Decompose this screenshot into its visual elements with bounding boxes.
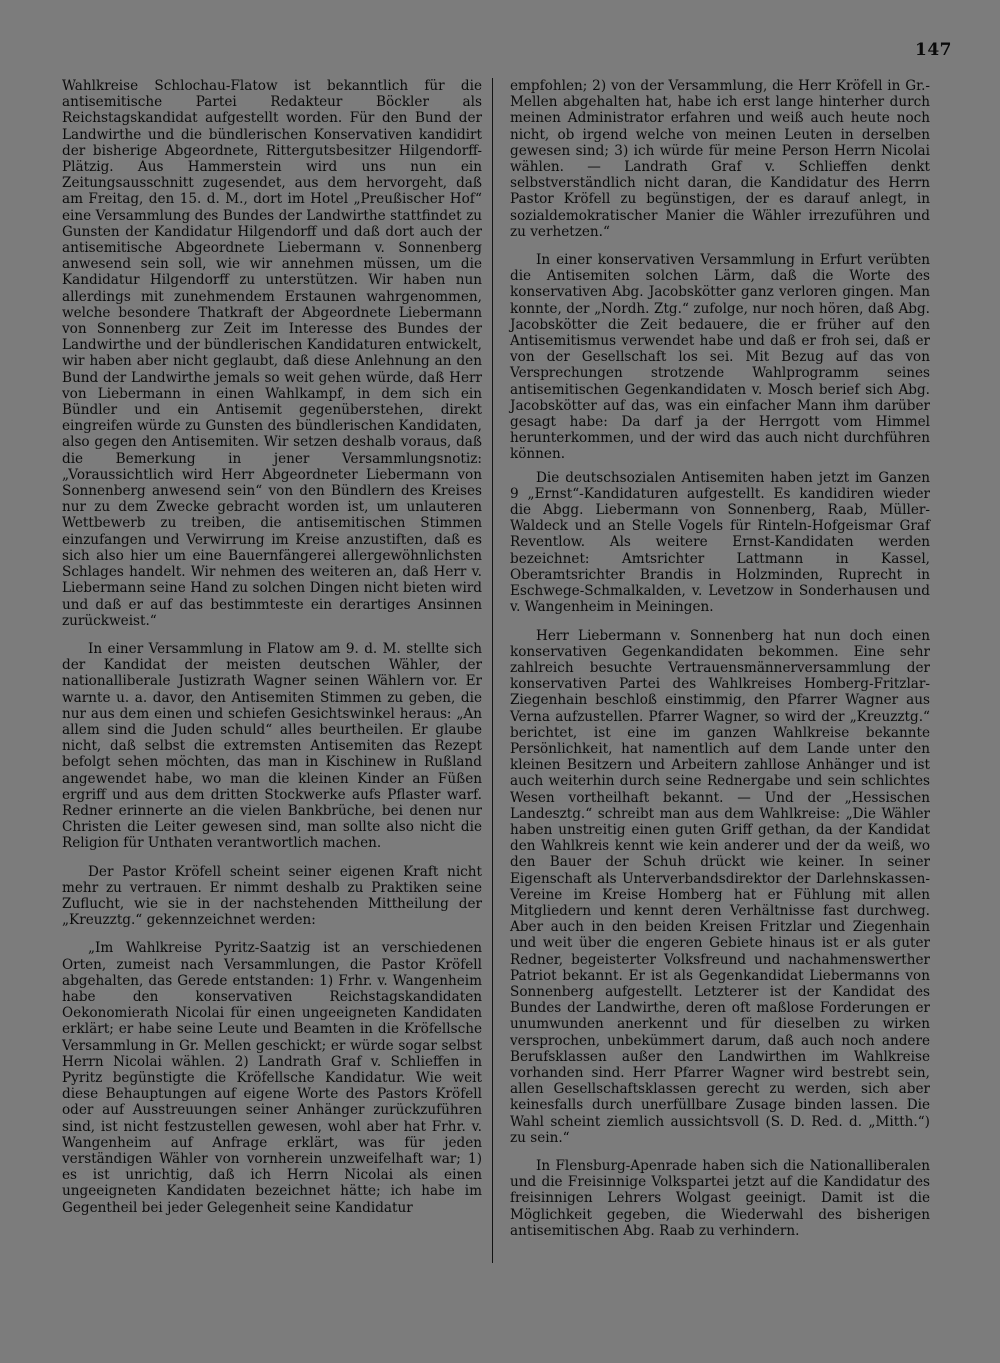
paragraph-pyritz-saatzig-quote: „Im Wahlkreise Pyritz-Saatzig ist an verschiedenen Orten, zumeist nach Versammlungen, die Pastor Kröfell abgehalten, das Gerede entstanden: 1) Frhr. v. Wangenheim habe den konservativen Reichstagskandidaten Oekonomierath Nicolai für einen ungeeigneten Kandidaten erklärt; er habe seine Leute und Beamten in die Kröfellsche Versammlung in Gr. Mellen geschickt; er würde sogar selbst Herrn Nicolai wählen. 2) Landrath Graf v. Schlieffen in Pyritz begünstigte die Kröfellsche Kandidatur. Wie weit diese Behauptungen auf eigene Worte des Pastors Kröfell oder auf Ausstreuungen seiner Anhänger zurückzuführen sind, ist nicht festzustellen gewesen, wohl aber hat Frhr. v. Wangenheim auf Anfrage erklärt, was für jeden verständigen Wähler von vornherein unzweifelhaft war; 1) es ist unrichtig, daß ich Herrn Nicolai als einen ungeeigneten Kandidaten bezeichnet hätte; ich habe im Gegentheil bei jeder Gelegenheit seine Kandidatur (62, 940, 482, 1216)
column-divider (492, 78, 493, 1263)
left-column (62, 78, 482, 1223)
page-number: 147 (915, 40, 952, 60)
paragraph-deutschsoziale-candidates: Die deutschsozialen Antisemiten haben jetzt im Ganzen 9 „Ernst“-Kandidaturen aufgestellt. Es kandidiren wieder die Abgg. Liebermann von Sonnenberg, Raab, Müller-Waldeck und an Stelle Vogels für Rinteln-Hofgeismar Graf Reventlow. Als weitere Ernst-Kandidaten werden bezeichnet: Amtsrichter Lattmann in Kassel, Oberamtsrichter Brandis in Holzminden, Ruprecht in Eschwege-Schmalkalden, v. Levetzow in Sonderhausen und v. Wangenheim in Meiningen. (510, 469, 930, 616)
right-column (510, 78, 930, 1246)
paragraph-pastor-kroefell: Der Pastor Kröfell scheint seiner eigenen Kraft nicht mehr zu vertrauen. Er nimmt deshalb zu Praktiken seine Zuflucht, wie sie in der nachstehenden Mittheilung der „Kreuzztg.“ gekennzeichnet werden: (62, 863, 482, 929)
paragraph-schlochau-flatow: Wahlkreise Schlochau-Flatow ist bekanntlich für die antisemitische Partei Redakteur Böckler als Reichstagskandidat aufgestellt worden. Für den Bund der Landwirthe und die bündlerischen Konservativen kandidirt der bisherige Abgeordnete, Rittergutsbesitzer Hilgendorff-Plätzig. Aus Hammerstein wird uns nun ein Zeitungsausschnitt zugesendet, aus dem hervorgeht, daß am Freitag, den 15. d. M., dort im Hotel „Preußischer Hof“ eine Versammlung des Bundes der Landwirthe stattfindet zu Gunsten der Kandidatur Hilgendorff und daß dort auch der antisemitische Abgeordnete Liebermann v. Sonnenberg anwesend sein soll, wie wir annehmen müssen, um die Kandidatur Hilgendorff zu unterstützen. Wir haben nun allerdings mit zunehmendem Erstaunen wahrgenommen, welche besondere Thatkraft der Abgeordnete Liebermann von Sonnenberg zur Zeit im Interesse des Bundes der Landwirthe und der bündlerischen Kandidaturen entwickelt, wir haben aber nicht geglaubt, daß diese Anlehnung an den Bund der Landwirthe jemals so weit gehen würde, daß Herr von Liebermann in einen Wahlkampf, in dem sich ein Bündler und ein Antisemit gegenüberstehen, direkt eingreifen würde zu Gunsten des bündlerischen Kandidaten, also gegen den Antisemiten. Wir setzen deshalb voraus, daß die Bemerkung in jener Versammlungsnotiz: „Voraussichtlich wird Herr Abgeordneter Liebermann von Sonnenberg anwesend sein“ von den Bündlern des Kreises nur zu dem Zwecke gebracht worden ist, um unlauteren Wettbewerb zu treiben, die antisemitischen Stimmen einzufangen und Verwirrung im Kreise anzustiften, daß es sich also hier um eine Bauernfängerei allergewöhnlichsten Schlages handelt. Wir nehmen des weiteren an, daß Herr v. Liebermann seine Hand zu solchen Dingen nicht bieten wird und daß er auf das bestimmteste ein derartiges Ansinnen zurückweist.“ (62, 78, 482, 629)
paragraph-liebermann-opponent: Herr Liebermann v. Sonnenberg hat nun doch einen konservativen Gegenkandidaten bekommen. Eine sehr zahlreich besuchte Vertrauensmännerversammlung der konservativen Partei des Wahlkreises Homberg-Fritzlar-Ziegenhain beschloß einstimmig, den Pfarrer Wagner aus Verna aufzustellen. Pfarrer Wagner, so wird der „Kreuzztg.“ berichtet, ist eine im ganzen Wahlkreise bekannte Persönlichkeit, hat namentlich auf dem Lande unter den kleinen Besitzern und Arbeitern zahllose Anhänger und ist auch weiterhin durch seine Rednergabe und sein schlichtes Wesen vortheilhaft bekannt. — Und der „Hessischen Landesztg.“ schreibt man aus dem Wahlkreise: „Die Wähler haben unstreitig einen guten Griff gethan, da der Kandidat den Wahlkreis kennt wie kein anderer und der da weiß, wo den Bauer der Schuh drückt wie keiner. In seiner Eigenschaft als Unterverbandsdirektor der Darlehnskassen-Vereine im Kreise Homberg hat er Fühlung mit allen Mitgliedern und kennt deren Verhältnisse fast durchweg. Aber auch in den beiden Kreisen Fritzlar und Ziegenhain und weit über die engeren Gebiete hinaus ist er als guter Redner, begeisterter Volksfreund und nachahmenswerther Patriot bekannt. Er ist als Gegenkandidat Liebermanns von Sonnenberg aufgestellt. Letzterer ist der Kandidat des Bundes der Landwirthe, deren oft maßlose Forderungen er unumwunden anerkennt und für dieselben zu wirken versprochen, unbekümmert darum, daß auch noch andere Berufsklassen außer den Landwirthen im Wahlkreise vorhanden sind. Herr Pfarrer Wagner wird bestrebt sein, allen Gesellschaftsklassen gerecht zu werden, sich aber keinesfalls durch unerfüllbare Zusage binden lassen. Die Wahl scheint ziemlich aussichtsvoll (S. D. Red. d. „Mitth.“) zu sein.“ (510, 627, 930, 1146)
paragraph-quote-continuation: empfohlen; 2) von der Versammlung, die Herr Kröfell in Gr.-Mellen abgehalten hat, habe ich erst lange hinterher durch meinen Administrator erfahren und weiß auch heute noch nicht, ob irgend welche von meinen Leuten in derselben gewesen sind; 3) ich würde für meine Person Herrn Nicolai wählen. — Landrath Graf v. Schlieffen denkt selbstverständlich nicht daran, die Kandidatur des Herrn Pastor Kröfell zu begünstigen, der es darauf anlegt, in sozialdemokratischer Manier die Wähler irrezuführen und zu verhetzen.“ (510, 78, 930, 240)
paragraph-flensburg-apenrade: In Flensburg-Apenrade haben sich die Nationalliberalen und die Freisinnige Volkspartei jetzt auf die Kandidatur des freisinnigen Lehrers Wolgast geeinigt. Damit ist die Möglichkeit gegeben, die Wiederwahl des bisherigen antisemitischen Abg. Raab zu verhindern. (510, 1158, 930, 1239)
paragraph-flatow-meeting: In einer Versammlung in Flatow am 9. d. M. stellte sich der Kandidat der meisten deutschen Wähler, der nationalliberale Justizrath Wagner seinen Wählern vor. Er warnte u. a. davor, den Antisemiten Stimmen zu geben, die nur aus dem einen und schiefen Gesichtswinkel heraus: „An allem sind die Juden schuld“ alles beurtheilen. Er glaube nicht, daß selbst die extremsten Antisemiten das Rezept befolgt sehen möchten, das man in Kischinew in Rußland angewendet habe, wo man die kleinen Kinder an Füßen ergriff und aus dem dritten Stockwerke aufs Pflaster warf. Redner erinnerte an die vielen Bankbrüche, bei denen nur Christen die Leiter gewesen sind, man sollte also nicht die Religion für Unthaten verantwortlich machen. (62, 640, 482, 852)
paragraph-erfurt-meeting: In einer konservativen Versammlung in Erfurt verübten die Antisemiten solchen Lärm, daß die Worte des konservativen Abg. Jacobskötter ganz verloren gingen. Man konnte, der „Nordh. Ztg.“ zufolge, nur noch hören, daß Abg. Jacobskötter die Zeit bedauere, die er früher auf den Antisemitismus verwendet habe und daß er froh sei, daß er von der Gesellschaft los sei. Mit Bezug auf das von Versprechungen strotzende Wahlprogramm seines antisemitischen Gegenkandidaten v. Mosch berief sich Abg. Jacobskötter auf das, was ein einfacher Mann ihm darüber gesagt habe: Da darf ja der Herrgott vom Himmel herunterkommen, und der wird das auch nicht durchführen können. (510, 252, 930, 463)
